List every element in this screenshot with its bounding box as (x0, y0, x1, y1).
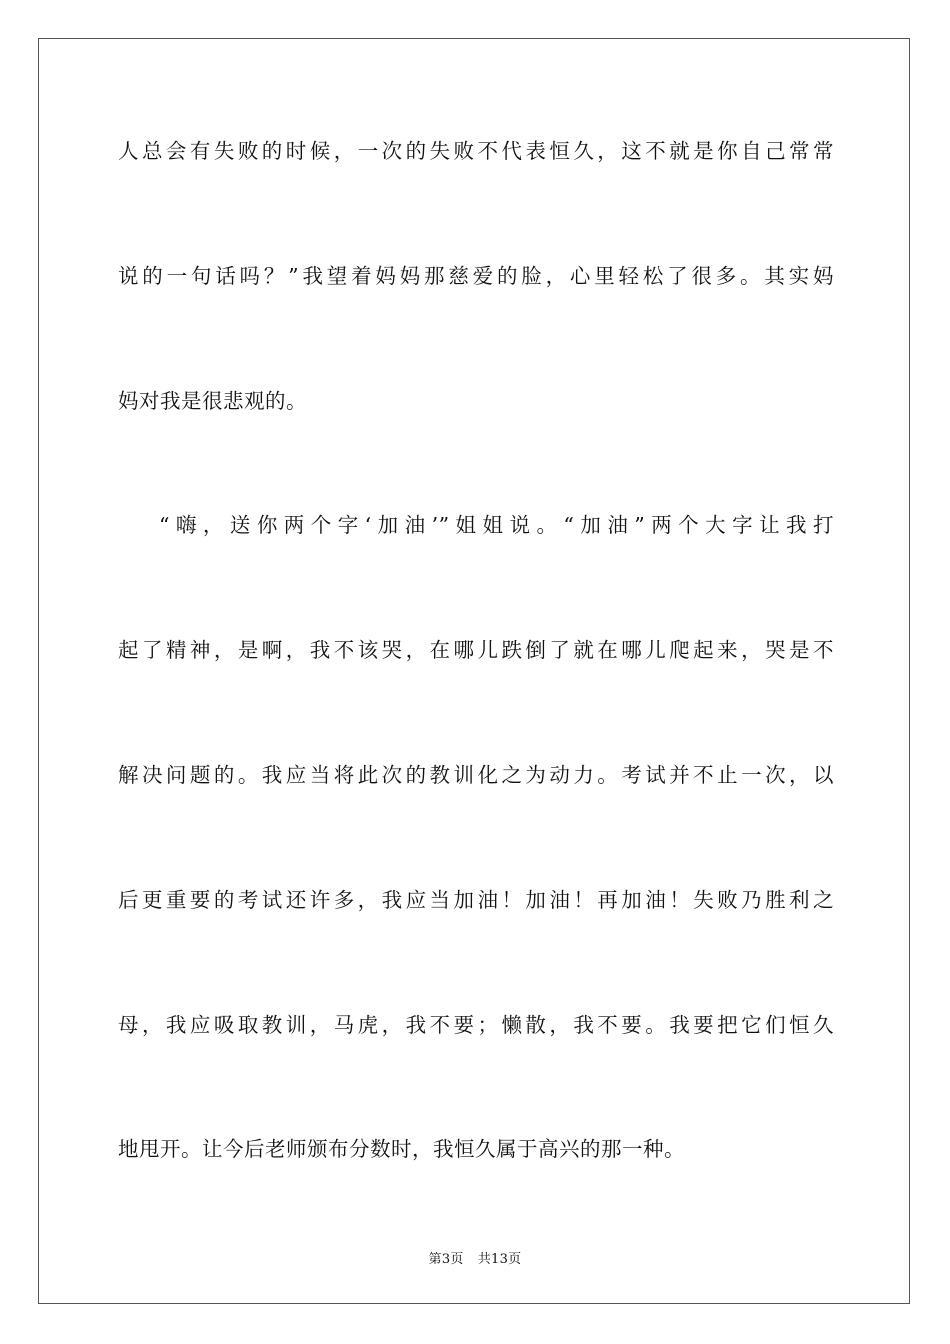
page-footer (0, 1248, 950, 1267)
page-total: 共13页 (477, 1252, 522, 1267)
text-line: 人总会有失败的时候，一次的失败不代表恒久，这不就是你自己常常 (118, 139, 834, 163)
text-line: 母，我应吸取教训，马虎，我不要；懒散，我不要。我要把它们恒久 (118, 1012, 834, 1037)
text-line: 起了精神，是啊，我不该哭，在哪儿跌倒了就在哪儿爬起来，哭是不 (118, 638, 834, 663)
page-number: 第3页 (428, 1252, 464, 1267)
document-body (118, 125, 834, 1248)
text-line: 解决问题的。我应当将此次的教训化之为动力。考试并不止一次，以 (118, 762, 834, 787)
text-line: 妈对我是很悲观的。 (118, 388, 307, 413)
text-line: 后更重要的考试还许多，我应当加油！加油！再加油！失败乃胜利之 (118, 887, 834, 912)
text-line: 说的一句话吗？”我望着妈妈那慈爱的脸，心里轻松了很多。其实妈 (118, 263, 834, 288)
text-line: 地甩开。让今后老师颁布分数时，我恒久属于高兴的那一种。 (118, 1137, 685, 1162)
text-line: “嗨，送你两个字‘加油’”姐姐说。“加油”两个大字让我打 (159, 513, 834, 538)
